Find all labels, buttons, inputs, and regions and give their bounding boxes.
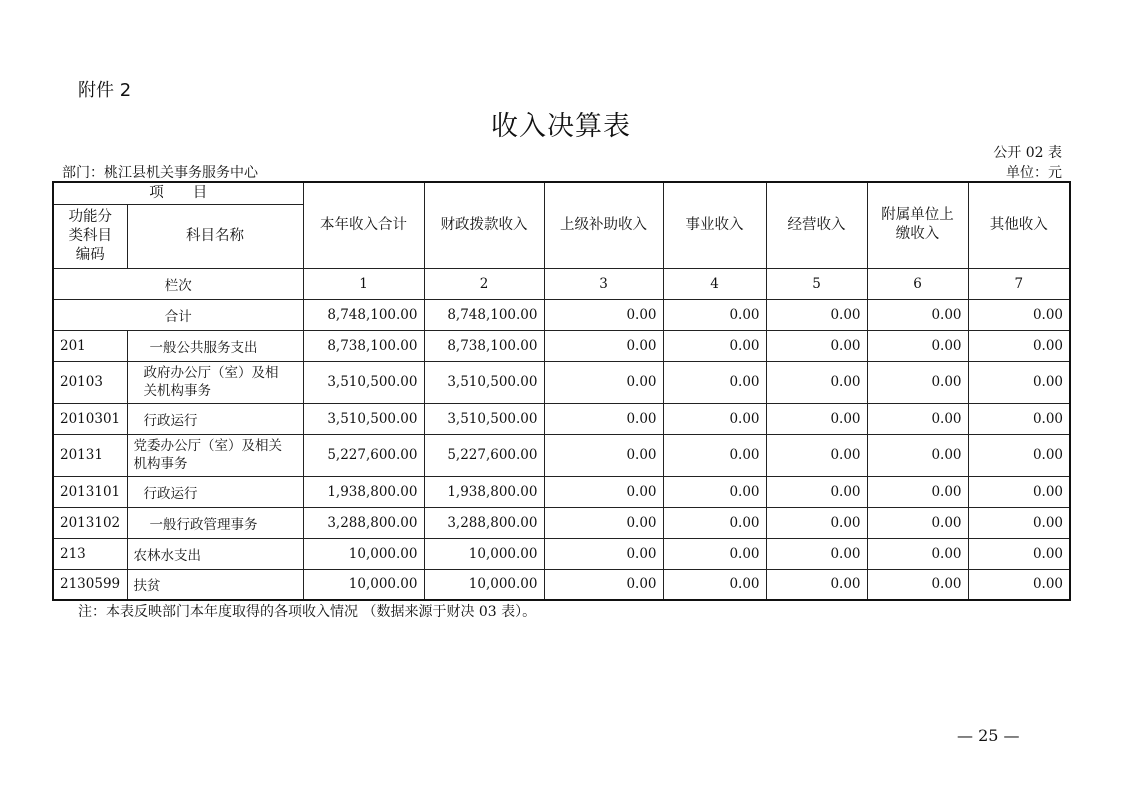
amount-cell: 0.00 <box>867 569 968 600</box>
page-number: — 25 — <box>957 726 1020 745</box>
column-index: 7 <box>968 268 1070 299</box>
amount-cell: 0.00 <box>544 538 663 569</box>
header-other-income: 其他收入 <box>968 182 1070 268</box>
amount-cell: 0.00 <box>544 330 663 361</box>
total-value: 0.00 <box>766 299 867 330</box>
amount-cell: 0.00 <box>766 507 867 538</box>
amount-cell: 5,227,600.00 <box>424 434 544 476</box>
header-operating-income: 经营收入 <box>766 182 867 268</box>
column-index: 4 <box>663 268 766 299</box>
func-code-cell: 2013101 <box>53 476 127 507</box>
amount-cell: 0.00 <box>968 434 1070 476</box>
header-affiliate-income <box>867 182 968 268</box>
func-code-cell: 2130599 <box>53 569 127 600</box>
amount-cell: 0.00 <box>544 507 663 538</box>
total-value: 0.00 <box>968 299 1070 330</box>
amount-cell: 0.00 <box>867 476 968 507</box>
total-value: 0.00 <box>544 299 663 330</box>
unit-label: 单位：元 <box>1006 165 1062 181</box>
total-value: 0.00 <box>663 299 766 330</box>
amount-cell: 3,510,500.00 <box>303 403 424 434</box>
subject-name-cell: 一般公共服务支出 <box>127 330 303 361</box>
amount-cell: 0.00 <box>663 507 766 538</box>
amount-cell: 3,288,800.00 <box>424 507 544 538</box>
amount-cell: 0.00 <box>766 434 867 476</box>
amount-cell: 1,938,800.00 <box>424 476 544 507</box>
column-index: 1 <box>303 268 424 299</box>
amount-cell: 0.00 <box>968 476 1070 507</box>
table-row <box>53 403 1070 434</box>
func-code-cell: 20103 <box>53 361 127 403</box>
header-project: 项 目 <box>53 182 303 204</box>
amount-cell: 8,738,100.00 <box>424 330 544 361</box>
column-index: 2 <box>424 268 544 299</box>
header-total-income: 本年收入合计 <box>303 182 424 268</box>
func-code-line-1: 功能分 <box>68 208 112 225</box>
amount-cell: 0.00 <box>968 361 1070 403</box>
func-code-cell: 2013102 <box>53 507 127 538</box>
income-table <box>52 181 1071 601</box>
total-value: 8,748,100.00 <box>424 299 544 330</box>
amount-cell: 3,510,500.00 <box>303 361 424 403</box>
amount-cell: 0.00 <box>544 569 663 600</box>
amount-cell: 0.00 <box>544 403 663 434</box>
amount-cell: 0.00 <box>766 403 867 434</box>
column-index: 5 <box>766 268 867 299</box>
subject-name-line: 机构事务 <box>133 456 188 472</box>
header-superior-subsidy: 上级补助收入 <box>544 182 663 268</box>
table-row <box>53 434 1070 476</box>
subject-name-line: 党委办公厅（室）及相关 <box>133 438 282 454</box>
column-index: 6 <box>867 268 968 299</box>
header-func-code <box>53 204 127 268</box>
amount-cell: 3,510,500.00 <box>424 403 544 434</box>
subject-name-cell: 行政运行 <box>127 476 303 507</box>
affiliate-line-1: 附属单位上 <box>881 207 954 224</box>
func-code-line-2: 类科目 <box>68 227 112 244</box>
amount-cell: 0.00 <box>663 538 766 569</box>
header-subject-name: 科目名称 <box>127 204 303 268</box>
column-index: 3 <box>544 268 663 299</box>
func-code-cell: 20131 <box>53 434 127 476</box>
func-code-cell: 201 <box>53 330 127 361</box>
amount-cell: 10,000.00 <box>424 538 544 569</box>
amount-cell: 0.00 <box>867 361 968 403</box>
total-value: 0.00 <box>867 299 968 330</box>
table-row <box>53 330 1070 361</box>
subject-name-cell <box>127 434 303 476</box>
header-fiscal-income: 财政拨款收入 <box>424 182 544 268</box>
subject-name-cell <box>127 361 303 403</box>
amount-cell: 0.00 <box>663 476 766 507</box>
subject-name-cell: 行政运行 <box>127 403 303 434</box>
amount-cell: 0.00 <box>663 434 766 476</box>
func-code-line-3: 编码 <box>75 246 105 263</box>
amount-cell: 0.00 <box>663 403 766 434</box>
amount-cell: 8,738,100.00 <box>303 330 424 361</box>
amount-cell: 0.00 <box>544 361 663 403</box>
total-value: 8,748,100.00 <box>303 299 424 330</box>
page-title: 收入决算表 <box>491 111 631 142</box>
amount-cell: 0.00 <box>968 507 1070 538</box>
table-row <box>53 361 1070 403</box>
func-code-cell: 2010301 <box>53 403 127 434</box>
column-index-label: 栏次 <box>53 268 303 299</box>
amount-cell: 0.00 <box>867 330 968 361</box>
column-index-row <box>53 268 1070 299</box>
table-row <box>53 538 1070 569</box>
amount-cell: 0.00 <box>544 434 663 476</box>
amount-cell: 0.00 <box>544 476 663 507</box>
amount-cell: 0.00 <box>766 330 867 361</box>
amount-cell: 5,227,600.00 <box>303 434 424 476</box>
subject-name-line: 政府办公厅（室）及相 <box>143 365 279 381</box>
header-business-income: 事业收入 <box>663 182 766 268</box>
amount-cell: 0.00 <box>766 538 867 569</box>
subject-name-cell: 扶贫 <box>127 569 303 600</box>
amount-cell: 0.00 <box>663 361 766 403</box>
subject-name-line: 关机构事务 <box>143 383 211 399</box>
amount-cell: 0.00 <box>663 330 766 361</box>
amount-cell: 0.00 <box>968 538 1070 569</box>
func-code-cell: 213 <box>53 538 127 569</box>
amount-cell: 10,000.00 <box>424 569 544 600</box>
table-row <box>53 569 1070 600</box>
amount-cell: 0.00 <box>766 476 867 507</box>
attachment-label: 附件 2 <box>78 80 132 101</box>
affiliate-line-2: 缴收入 <box>895 226 940 243</box>
subject-name-cell: 农林水支出 <box>127 538 303 569</box>
amount-cell: 0.00 <box>867 538 968 569</box>
amount-cell: 1,938,800.00 <box>303 476 424 507</box>
amount-cell: 0.00 <box>968 569 1070 600</box>
table-note: 注：本表反映部门本年度取得的各项收入情况 （数据来源于财决 03 表）。 <box>78 604 537 620</box>
amount-cell: 0.00 <box>766 361 867 403</box>
amount-cell: 0.00 <box>867 434 968 476</box>
subject-name-cell: 一般行政管理事务 <box>127 507 303 538</box>
amount-cell: 0.00 <box>968 330 1070 361</box>
amount-cell: 0.00 <box>766 569 867 600</box>
table-row <box>53 476 1070 507</box>
table-row <box>53 507 1070 538</box>
total-label: 合计 <box>53 299 303 330</box>
amount-cell: 0.00 <box>663 569 766 600</box>
total-row <box>53 299 1070 330</box>
amount-cell: 3,288,800.00 <box>303 507 424 538</box>
amount-cell: 10,000.00 <box>303 569 424 600</box>
form-code: 公开 02 表 <box>993 145 1062 161</box>
amount-cell: 0.00 <box>867 403 968 434</box>
amount-cell: 10,000.00 <box>303 538 424 569</box>
amount-cell: 3,510,500.00 <box>424 361 544 403</box>
department-label: 部门：桃江县机关事务服务中心 <box>62 165 258 181</box>
amount-cell: 0.00 <box>968 403 1070 434</box>
amount-cell: 0.00 <box>867 507 968 538</box>
